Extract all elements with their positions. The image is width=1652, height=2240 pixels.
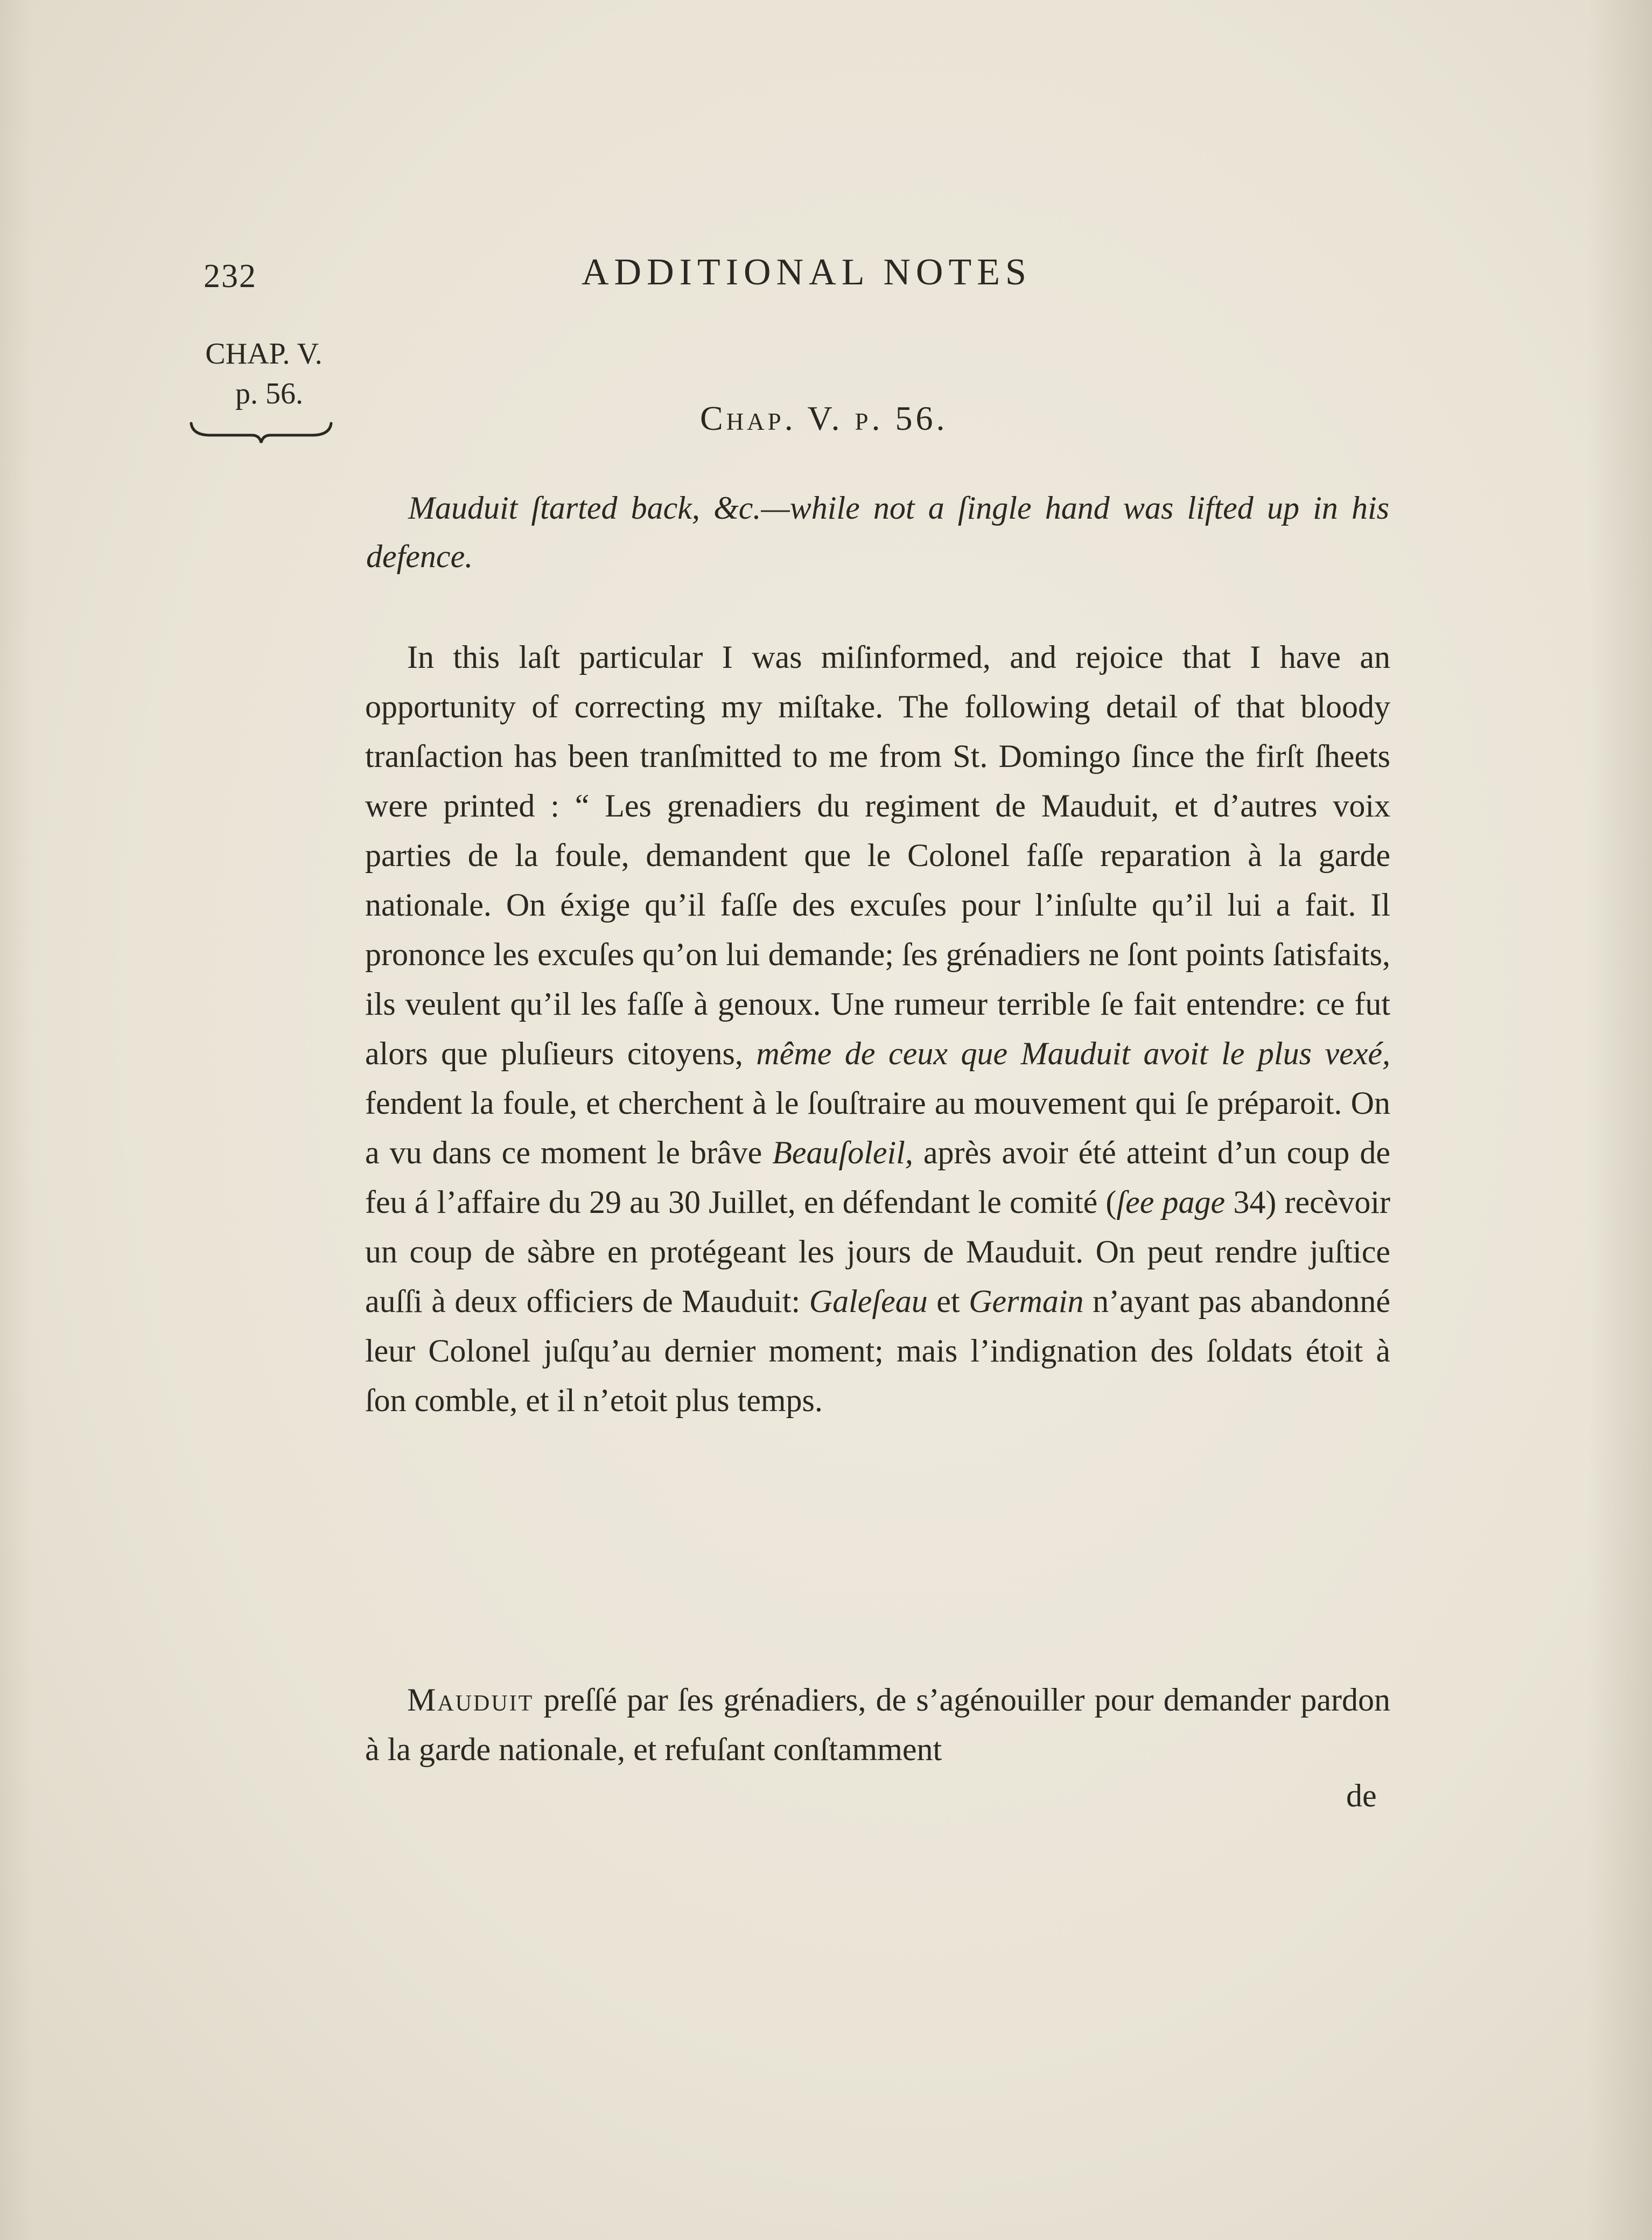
- margin-brace-icon: [188, 419, 334, 446]
- margin-note: [183, 334, 345, 414]
- para1-italic-4: Galeſeau: [809, 1283, 928, 1319]
- body-paragraph-1: [365, 632, 1390, 1639]
- para1-text-b: fendent la foule, et cherchent à le ſouſtraire au mouvement qui ſe préparoit. On a vu dans ce moment le brâve: [365, 1085, 1390, 1170]
- margin-note-chapter: CHAP. V.: [205, 337, 323, 371]
- para1-text-e: et: [936, 1283, 960, 1319]
- page-number: 232: [204, 258, 257, 295]
- page-edge-shading: [0, 0, 32, 2240]
- para1-text-f: n’ayant pas abandonné leur Colonel juſqu’au dernier moment; mais l’indignation des ſoldats étoit à ſon comble, et il n’etoit plus temps.: [365, 1283, 1391, 1418]
- para1-italic-1: même de ceux que Mauduit avoit le plus vexé,: [756, 1036, 1391, 1071]
- section-heading: Chap. V. p. 56.: [700, 399, 948, 437]
- para1-text-d: 34) recèvoir un coup de sàbre en protégeant les jours de Mauduit. On peut rendre juſtice auſſi à deux officiers de Mauduit:: [365, 1184, 1390, 1319]
- para2-text: preſſé par ſes grénadiers, de s’agénouiller pour demander pardon à la garde nationale, et refuſant conſtamment: [365, 1682, 1390, 1767]
- body-paragraph-2: [365, 1675, 1390, 1799]
- running-title: ADDITIONAL NOTES: [582, 252, 1032, 293]
- para1-text-a: In this laſt particular I was miſinformed, and rejoice that I have an opportunity of correcting my miſtake. The following detail of that bloody tranſaction has been tranſmitted to me from St. Domingo ſince the firſt ſheets were printed : “ Les grenadiers du regiment de Mauduit, et d’autres voix parties de la foule, demandent que le Colonel faſſe reparation à la garde nationale. On éxige qu’il faſſe des excuſes pour l’inſulte qu’il lui a fait. Il prononce les excuſes qu’on lui demande; ſes grénadiers ne ſont points ſatisfaits, ils veulent qu’il les faſſe à genoux. Une rumeur terrible ſe fait entendre: ce fut alors que pluſieurs citoyens,: [365, 639, 1390, 1071]
- para1-text-c: après avoir été atteint d’un coup de feu á l’affaire du 29 au 30 Juillet, en défendant le comité (: [365, 1135, 1391, 1220]
- gutter-shadow: [1587, 0, 1652, 2240]
- catchword: de: [1346, 1778, 1377, 1813]
- para1-italic-3: ſee page: [1116, 1184, 1226, 1220]
- margin-note-page: p. 56.: [235, 377, 303, 410]
- para1-italic-2: Beauſoleil,: [772, 1135, 913, 1170]
- para2-lead-word: Mauduit: [407, 1682, 534, 1718]
- epigraph-quote: Mauduit ſtarted back, &c.—while not a ſingle hand was lifted up in his defence.: [366, 490, 1389, 574]
- para1-italic-5: Germain: [969, 1283, 1084, 1319]
